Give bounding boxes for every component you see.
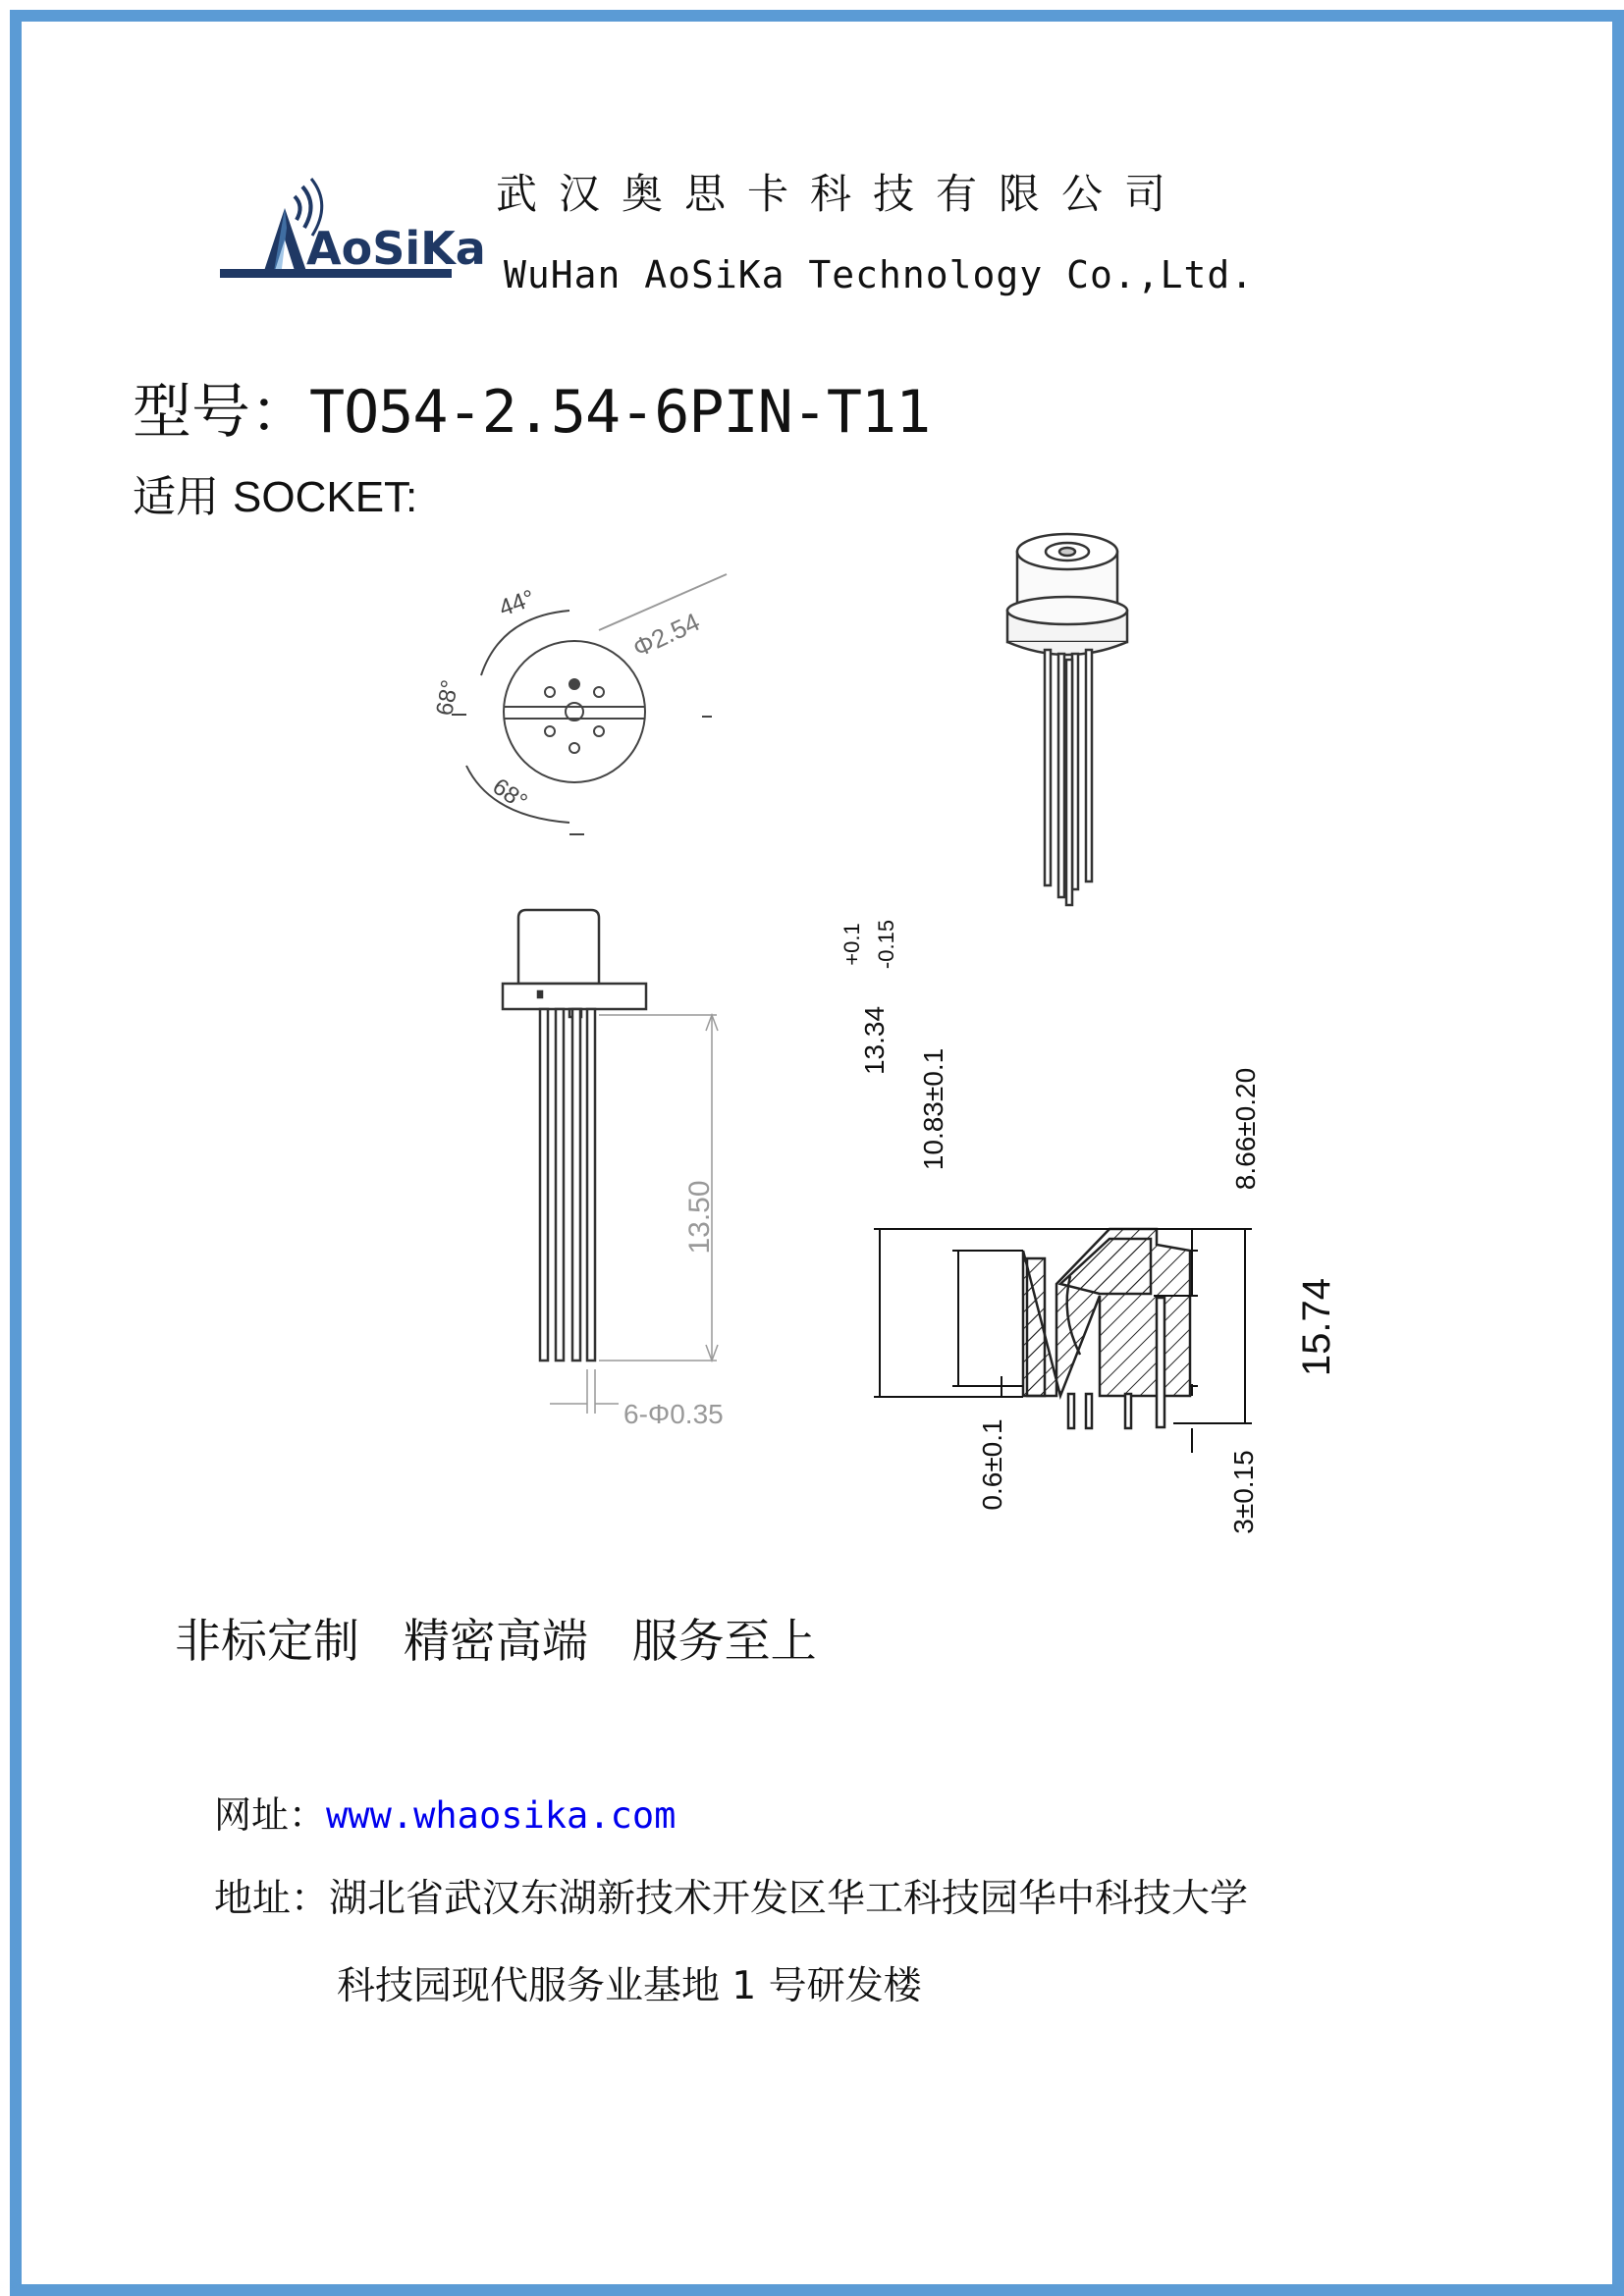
angle-bottom-label: 68° — [487, 773, 532, 816]
angle-top-label: 44° — [495, 584, 539, 622]
dim-total-tol-lower: -0.15 — [874, 919, 898, 970]
pin-diameter-label: 6-Φ0.35 — [623, 1399, 724, 1429]
dim-cap-label: 10.83±0.1 — [918, 1047, 948, 1171]
company-logo — [218, 169, 486, 292]
model-line — [133, 365, 930, 450]
angle-left-label: 68° — [431, 677, 464, 719]
address-text-1: 湖北省武汉东湖新技术开发区华工科技园华中科技大学 — [329, 1877, 1249, 1921]
dim-body-label: 8.66±0.20 — [1230, 1067, 1261, 1191]
dim-total-label: 13.34 — [859, 1005, 890, 1076]
website-label: 网址： — [214, 1793, 327, 1837]
socket-line — [133, 461, 417, 524]
pitch-diameter-label: Φ2.54 — [627, 607, 705, 664]
model-label: 型号： — [133, 378, 309, 447]
socket-value: SOCKET: — [233, 473, 418, 521]
dim-total-tol-upper: +0.1 — [839, 923, 864, 966]
company-name-cn: 武汉奥思卡科技有限公司 — [496, 170, 1188, 218]
dim-pin-bottom-label: 3±0.15 — [1228, 1450, 1259, 1534]
cross-section — [1023, 1229, 1190, 1428]
website-line — [214, 1785, 676, 1839]
model-number: TO54-2.54-6PIN-T11 — [309, 378, 931, 447]
pin-length-label: 13.50 — [683, 1180, 716, 1255]
logo-text: AoSiKa — [306, 222, 486, 275]
address-line-1 — [214, 1868, 1248, 1923]
website-link[interactable]: www.whaosika.com — [326, 1794, 677, 1837]
dim-flange-label: 0.6±0.1 — [977, 1418, 1007, 1511]
company-name-en: WuHan AoSiKa Technology Co.,Ltd. — [504, 253, 1255, 296]
address-line-2: 科技园现代服务业基地 1 号研发楼 — [337, 1964, 922, 2008]
dim-overall-label: 15.74 — [1295, 1277, 1338, 1377]
side-view — [503, 910, 646, 1361]
slogan: 非标定制 精密高端 服务至上 — [175, 1615, 817, 1669]
socket-label: 适用 — [133, 472, 219, 522]
isometric-view — [1007, 534, 1127, 905]
technical-drawing — [422, 530, 1355, 1571]
address-label: 地址： — [214, 1877, 330, 1921]
